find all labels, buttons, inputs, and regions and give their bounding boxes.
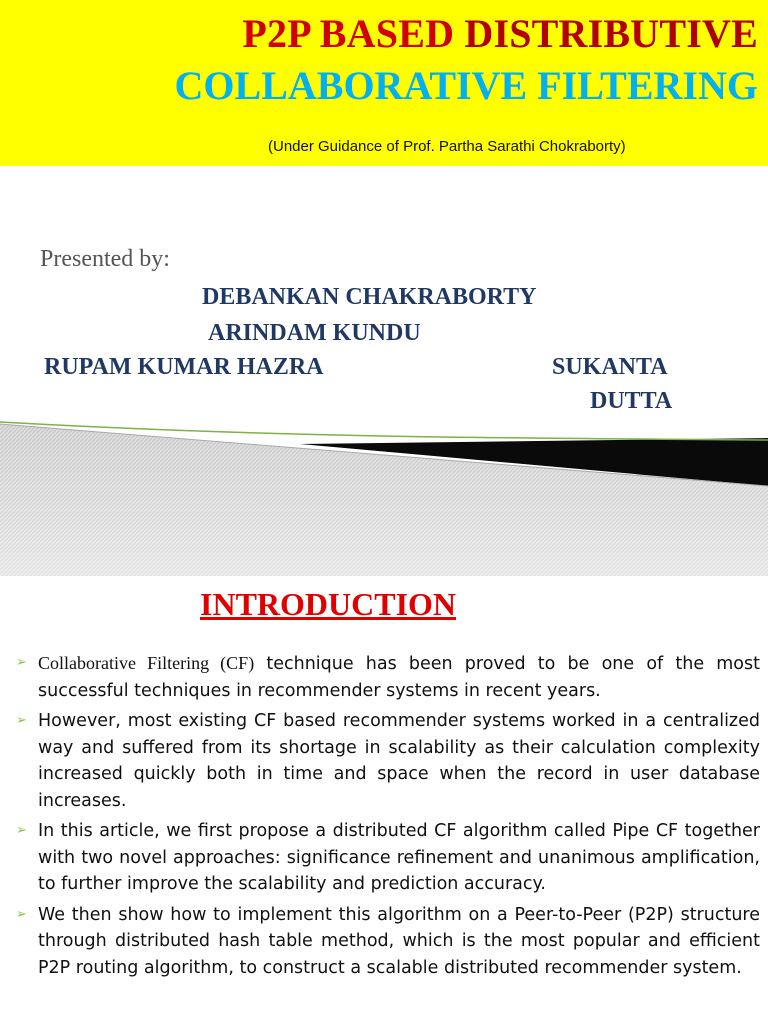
slide-title-line1 [242,10,758,57]
chevron-right-icon: ➢ [16,906,27,922]
presented-by-label: Presented by: [40,246,170,272]
bullet-item [0,902,768,982]
chevron-right-icon: ➢ [16,655,27,670]
bullet-list [0,650,768,985]
bullet-text: However, most existing CF based recommender systems worked in a centralized way and suffered from its shortage in scalability as their calculation complexity increased quickly both in time and space when the record in user database increases. [38,711,760,811]
bullet-text: technique has been proved to be one of the most successful techniques in recommender systems in recent years. [38,654,760,701]
guidance-text: (Under Guidance of Prof. Partha Sarathi Chokraborty) [268,138,626,155]
introduction-heading: INTRODUCTION [200,586,457,622]
bullet-lead: Collaborative Filtering (CF) [38,653,255,673]
decorative-wave [0,410,768,576]
chevron-right-icon: ➢ [16,713,27,728]
title-distributive: DISTRIBUTIVE [464,11,758,56]
bullet-item [0,818,768,898]
bullet-item [0,708,768,814]
bullet-text: We then show how to implement this algorithm on a Peer-to-Peer (P2P) structure through distributed hash table method, which is the most popular and efficient P2P routing algorithm, to construct a scalable distributed recommender system. [38,904,760,978]
bullet-text: In this article, we first propose a distributed CF algorithm called Pipe CF together with two novel approaches: significance refinement and unanimous amplification, to further improve the scalability and prediction accuracy. [38,821,760,894]
presenter-name-4-first: SUKANTA [552,354,668,380]
chevron-right-icon: ➢ [16,823,27,838]
presenter-name-4-last: DUTTA [590,388,673,414]
introduction-slide [0,576,768,1024]
presenter-name-1: DEBANKAN CHAKRABORTY [202,284,537,310]
presenter-name-2: ARINDAM KUNDU [208,320,421,346]
slide-title-line2: COLLABORATIVE FILTERING [174,63,758,108]
presenter-name-3: RUPAM KUMAR HAZRA [44,354,324,380]
bullet-item [0,650,768,704]
title-p2p-based: P2P BASED [242,11,455,56]
